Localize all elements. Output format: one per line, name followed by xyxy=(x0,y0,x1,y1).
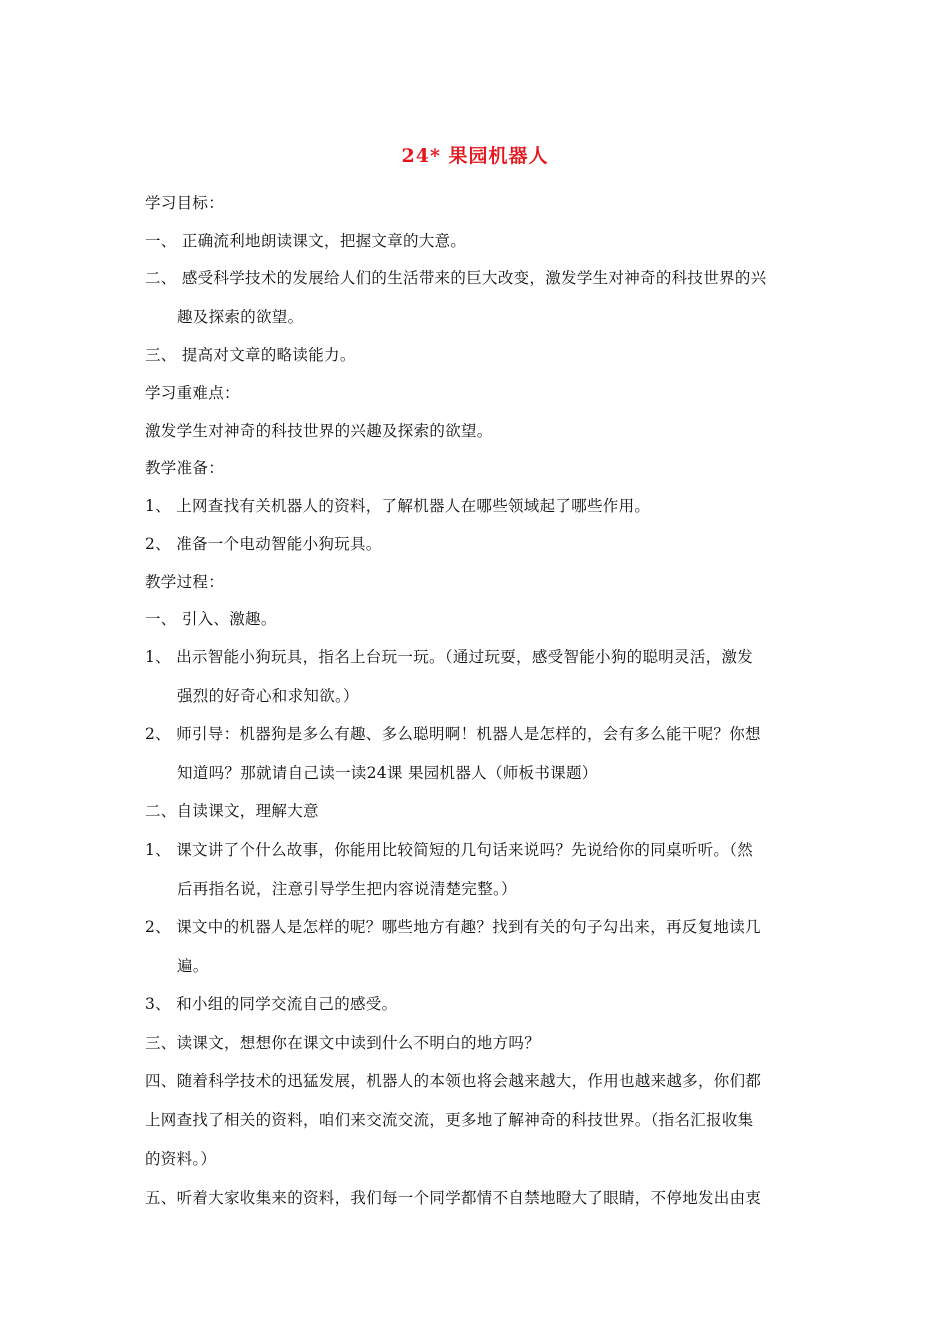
objective-2: 二、 感受科学技术的发展给人们的生活带来的巨大改变，激发学生对神奇的科技世界的兴 xyxy=(145,269,767,287)
process-step-2-item-2-cont: 遍。 xyxy=(177,957,209,975)
process-step-1-item-1: 1、 出示智能小狗玩具，指名上台玩一玩。（通过玩耍，感受智能小狗的聪明灵活，激发 xyxy=(145,648,754,666)
objective-1: 一、 正确流利地朗读课文，把握文章的大意。 xyxy=(145,232,467,250)
section-heading-objectives: 学习目标： xyxy=(145,194,225,212)
process-step-2-item-2: 2、 课文中的机器人是怎样的呢？哪些地方有趣？找到有关的句子勾出来，再反复地读几 xyxy=(145,918,761,936)
process-step-2-item-1-cont: 后再指名说，注意引导学生把内容说清楚完整。） xyxy=(177,880,517,898)
process-step-1-item-2: 2、 师引导：机器狗是多么有趣、多么聪明啊！机器人是怎样的，会有多么能干呢？你想 xyxy=(145,725,761,743)
section-heading-key-points: 学习重难点： xyxy=(145,384,240,402)
lesson-title: 24* 果园机器人 xyxy=(401,145,549,167)
preparation-2: 2、 准备一个电动智能小狗玩具。 xyxy=(145,535,382,553)
objective-3: 三、 提高对文章的略读能力。 xyxy=(145,346,356,364)
process-step-1-item-1-cont: 强烈的好奇心和求知欲。） xyxy=(177,687,359,705)
process-step-1-item-2-cont: 知道吗？那就请自己读一读24课 果园机器人（师板书课题） xyxy=(177,764,598,782)
process-step-5: 五、听着大家收集来的资料，我们每一个同学都情不自禁地瞪大了眼睛，不停地发出由衷 xyxy=(145,1189,762,1207)
process-step-2: 二、自读课文，理解大意 xyxy=(145,802,319,820)
process-step-3: 三、读课文，想想你在课文中读到什么不明白的地方吗？ xyxy=(145,1034,541,1052)
process-step-4-cont-2: 的资料。） xyxy=(145,1150,217,1168)
process-step-4-cont-1: 上网查找了相关的资料，咱们来交流交流，更多地了解神奇的科技世界。（指名汇报收集 xyxy=(145,1111,754,1129)
objective-2-cont: 趣及探索的欲望。 xyxy=(177,308,304,326)
process-step-4: 四、随着科学技术的迅猛发展，机器人的本领也将会越来越大，作用也越来越多，你们都 xyxy=(145,1072,762,1090)
section-heading-process: 教学过程： xyxy=(145,573,225,591)
section-heading-preparation: 教学准备： xyxy=(145,459,225,477)
process-step-1: 一、 引入、激趣。 xyxy=(145,610,277,628)
process-step-2-item-3: 3、 和小组的同学交流自己的感受。 xyxy=(145,995,398,1013)
process-step-2-item-1: 1、 课文讲了个什么故事，你能用比较简短的几句话来说吗？先说给你的同桌听听。（然 xyxy=(145,841,754,859)
key-point-text: 激发学生对神奇的科技世界的兴趣及探索的欲望。 xyxy=(145,422,493,440)
preparation-1: 1、 上网查找有关机器人的资料，了解机器人在哪些领域起了哪些作用。 xyxy=(145,497,651,515)
